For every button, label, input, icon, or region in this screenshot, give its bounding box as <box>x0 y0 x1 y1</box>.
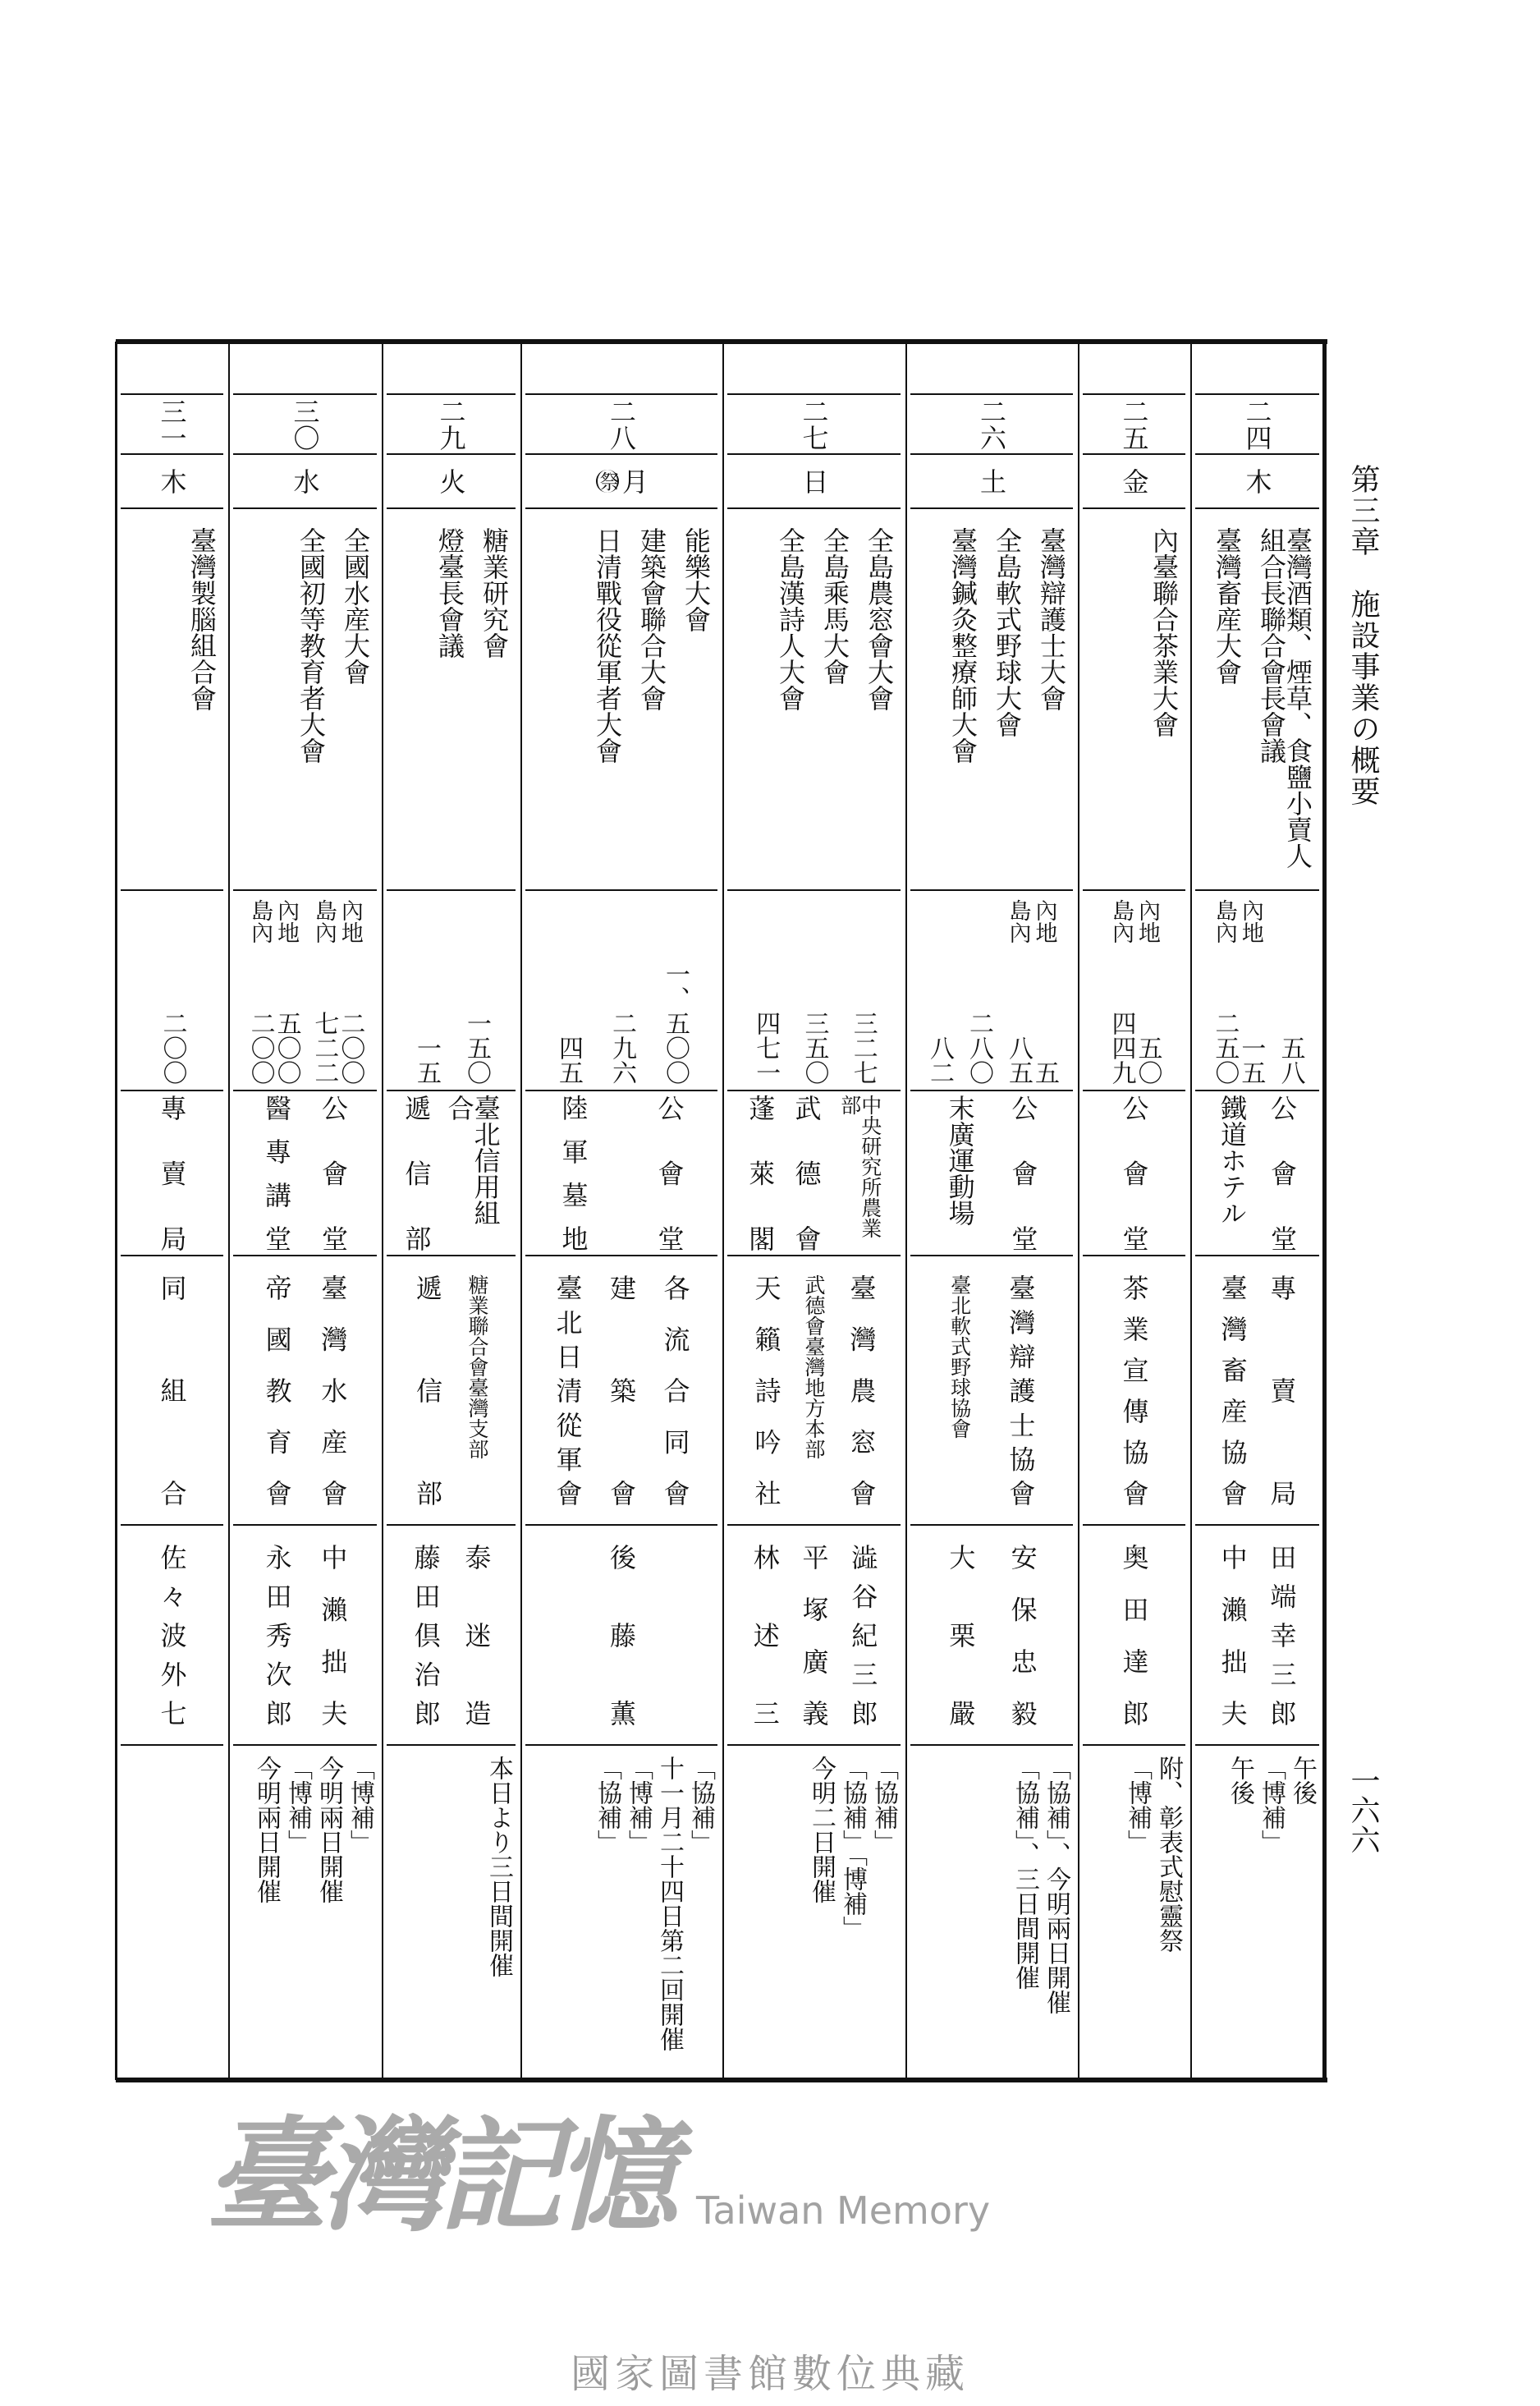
date-label: 二七 <box>798 397 830 451</box>
date-label: 二六 <box>976 397 1007 451</box>
person-in-charge: 平塚廣義 <box>798 1544 830 1726</box>
weekday <box>798 468 830 494</box>
venue: 公會堂 <box>1007 1095 1039 1251</box>
attendance-value: 二五〇 <box>1210 1011 1240 1085</box>
organizer: 臺北日清從軍會 <box>552 1274 584 1506</box>
person-in-charge: 後藤薫 <box>606 1544 637 1726</box>
attendance-subgroup <box>274 899 299 1085</box>
attendance-value: 四五 <box>554 1035 583 1085</box>
date-cell <box>117 395 227 453</box>
organizer: 臺灣農窓會 <box>846 1274 878 1506</box>
table-top-rule <box>116 339 1327 344</box>
event-name: 糖業研究會 <box>479 527 510 659</box>
weekday-label: 火 <box>435 468 467 494</box>
watermark-main: 臺灣記憶 <box>205 2104 672 2248</box>
date-label: 二五 <box>1118 397 1150 451</box>
attendance-count <box>1278 899 1303 1085</box>
remarks-cell <box>522 1746 721 2079</box>
person-in-charge-cell <box>724 1526 904 1744</box>
chapter-heading: 第三章 施設事業の概要 <box>1346 464 1380 807</box>
person-in-charge: 中瀨拙夫 <box>317 1544 349 1726</box>
attendance-cell <box>907 891 1076 1090</box>
event-name: 全島農窓會大會 <box>864 527 895 711</box>
weekday-cell <box>230 455 380 507</box>
weekday <box>289 468 321 494</box>
organizer: 帝國教育會 <box>261 1274 293 1506</box>
origin-label: 島內 <box>1211 899 1237 944</box>
remark: 「協補」 <box>869 1756 898 1854</box>
venue: 專賣局 <box>156 1095 188 1251</box>
attendance-cell <box>522 891 721 1090</box>
event-name: 臺灣畜産大會 <box>1212 527 1243 685</box>
event-name: 燈臺長會議 <box>434 527 465 659</box>
date-label: 二九 <box>435 397 467 451</box>
attendance-value: 四七一 <box>751 1011 781 1085</box>
venue: 公會堂 <box>1267 1095 1298 1251</box>
remark: 今明二日開催 <box>807 1756 836 1903</box>
weekday-cell <box>383 455 519 507</box>
date-cell <box>230 395 380 453</box>
watermark-logo <box>205 2104 991 2248</box>
events-cell <box>117 509 227 889</box>
remark: 十一月二十四日第二回開催 <box>655 1756 684 2051</box>
organizer: 茶業宣傳協會 <box>1118 1274 1150 1506</box>
attendance-value: 二九六 <box>607 1011 636 1085</box>
event-name: 全國初等教育者大會 <box>296 527 327 764</box>
attendance-breakdown <box>1004 899 1059 1085</box>
date-cell <box>724 395 904 453</box>
attendance-subgroup <box>1004 899 1033 1085</box>
remark: 今明兩日開催 <box>252 1756 281 1903</box>
remark: 「博補」 <box>1123 1756 1152 1854</box>
weekday-label: 日 <box>798 468 830 494</box>
organizer-cell <box>230 1256 380 1524</box>
remarks-cell <box>1079 1746 1189 2079</box>
organizer: 各流合同會 <box>659 1274 691 1506</box>
weekday <box>156 468 188 494</box>
events-cell <box>522 509 721 889</box>
remark: 「協補」、今明兩日開催 <box>1042 1756 1070 2014</box>
attendance-count <box>966 899 991 1085</box>
event-name: 全島漢詩人大會 <box>775 527 806 711</box>
remarks-cell <box>907 1746 1076 2079</box>
event-name: 全島軟式野球大會 <box>992 527 1023 737</box>
venue-cell <box>1192 1091 1322 1255</box>
remarks-cell <box>383 1746 519 2079</box>
event-name: 全國水産大會 <box>340 527 371 685</box>
attendance-value: 二〇〇 <box>245 1011 275 1085</box>
event-name: 內臺聯合茶業大會 <box>1148 527 1180 737</box>
remarks-cell <box>1192 1746 1322 2079</box>
attendance-count <box>412 899 441 1085</box>
venue: 醫專講堂 <box>261 1095 292 1251</box>
organizer: 專賣局 <box>1266 1274 1298 1506</box>
venue: 公會堂 <box>318 1095 349 1251</box>
attendance-cell <box>1192 891 1322 1090</box>
weekday-label: 土 <box>976 468 1007 494</box>
attendance-count <box>925 899 954 1085</box>
attendance-value: 三二七 <box>848 1011 878 1085</box>
date-label: 三〇 <box>289 397 321 451</box>
weekday-label: 木 <box>1241 468 1273 494</box>
attendance-breakdown <box>309 899 365 1085</box>
origin-label: 內地 <box>273 899 300 944</box>
remark: 「協補」「博補」 <box>838 1756 867 1940</box>
attendance-value: 一五 <box>1236 1035 1266 1085</box>
event-name: 臺灣鍼灸整療師大會 <box>947 527 979 764</box>
table-right-rule <box>1322 342 1327 2080</box>
attendance-cell <box>724 891 904 1090</box>
event-name: 能樂大會 <box>681 527 712 632</box>
person-in-charge-cell <box>230 1526 380 1744</box>
event-name: 臺灣辯護士大會 <box>1036 527 1067 711</box>
organizer: 遞信部 <box>412 1274 443 1506</box>
organizer-cell <box>522 1256 721 1524</box>
watermark-sub: Taiwan Memory <box>696 2188 991 2233</box>
venue-cell <box>117 1091 227 1255</box>
person-in-charge: 田端幸三郎 <box>1266 1544 1298 1726</box>
attendance-count <box>751 899 781 1085</box>
remark: 「協補」、三日間開催 <box>1011 1756 1039 1990</box>
attendance-subgroup <box>1236 899 1266 1085</box>
venue: 遞信部 <box>401 1095 433 1251</box>
attendance-value: 五〇 <box>1133 1035 1162 1085</box>
events-cell <box>383 509 519 889</box>
events-cell <box>1079 509 1189 889</box>
organizer: 臺灣辯護士協會 <box>1005 1274 1037 1506</box>
attendance-cell <box>230 891 380 1090</box>
date-cell <box>1079 395 1189 453</box>
person-in-charge-cell <box>1192 1526 1322 1744</box>
person-in-charge-cell <box>117 1526 227 1744</box>
remarks-cell <box>724 1746 904 2079</box>
attendance-cell <box>117 891 227 1090</box>
weekday-cell <box>1192 455 1322 507</box>
remark: 「協補」 <box>686 1756 715 1854</box>
weekday <box>596 468 647 494</box>
attendance-value: 五八 <box>1276 1035 1305 1085</box>
origin-label: 內地 <box>1237 899 1263 944</box>
date-cell <box>907 395 1076 453</box>
weekday-cell <box>907 455 1076 507</box>
attendance-count <box>848 899 878 1085</box>
person-in-charge: 林述三 <box>749 1544 781 1726</box>
venue-cell <box>724 1091 904 1255</box>
remark: 「協補」 <box>593 1756 621 1854</box>
remark: 「博補」 <box>283 1756 312 1854</box>
organizer: 臺灣水産會 <box>317 1274 349 1506</box>
remark: 本日より三日間開催 <box>484 1756 513 1977</box>
attendance-subgroup <box>1030 899 1059 1085</box>
organizer-cell <box>1079 1256 1189 1524</box>
attendance-subgroup <box>336 899 365 1085</box>
weekday-cell <box>1079 455 1189 507</box>
attendance-count <box>462 899 491 1085</box>
person-in-charge: 佐々波外七 <box>156 1544 188 1726</box>
organizer: 武德會臺灣地方本部 <box>802 1274 826 1459</box>
weekday <box>435 468 467 494</box>
person-in-charge: 泰迷造 <box>461 1544 493 1726</box>
organizer-cell <box>1192 1256 1322 1524</box>
weekday-cell <box>724 455 904 507</box>
attendance-value: 八五 <box>1004 1035 1033 1085</box>
attendance-count <box>554 899 583 1085</box>
event-name: 全島乘馬大會 <box>819 527 850 685</box>
venue: 蓬萊閣 <box>745 1095 777 1251</box>
page-number: 一六六 <box>1346 1765 1380 1854</box>
organizer-cell <box>383 1256 519 1524</box>
attendance-count <box>160 899 185 1085</box>
venue-cell <box>230 1091 380 1255</box>
date-label: 二四 <box>1241 397 1273 451</box>
person-in-charge: 澁谷紀三郎 <box>847 1544 879 1726</box>
weekday <box>976 468 1007 494</box>
footer-credit: 國家圖書館數位典藏 <box>570 2351 969 2397</box>
person-in-charge-cell <box>522 1526 721 1744</box>
attendance-value: 四四九 <box>1107 1011 1136 1085</box>
events-cell <box>230 509 380 889</box>
date-cell <box>1192 395 1322 453</box>
attendance-value: 一、五〇〇 <box>661 962 690 1085</box>
date-cell <box>522 395 721 453</box>
remark: 午後 <box>1288 1756 1317 1805</box>
person-in-charge: 永田秀次郎 <box>261 1544 293 1726</box>
attendance-value: 二〇〇 <box>336 1011 365 1085</box>
venue: 公會堂 <box>1118 1095 1150 1251</box>
attendance-value: 二〇〇 <box>158 1011 187 1085</box>
organizer-cell <box>724 1256 904 1524</box>
attendance-value: 八二 <box>925 1035 954 1085</box>
origin-label: 島內 <box>310 899 337 944</box>
attendance-breakdown <box>245 899 301 1085</box>
person-in-charge-cell <box>1079 1526 1189 1744</box>
date-label: 三一 <box>156 397 188 451</box>
weekday-cell <box>117 455 227 507</box>
person-in-charge: 安保忠毅 <box>1006 1544 1038 1726</box>
attendance-count <box>609 899 634 1085</box>
origin-label: 島內 <box>1108 899 1134 944</box>
venue: 公會堂 <box>653 1095 685 1251</box>
origin-label: 內地 <box>337 899 363 944</box>
venue: 鐵道ホテル <box>1217 1095 1248 1226</box>
events-cell <box>907 509 1076 889</box>
remarks-cell <box>230 1746 380 2079</box>
person-in-charge: 大栗嚴 <box>945 1544 977 1726</box>
remark: 今明兩日開催 <box>314 1756 343 1903</box>
remark: 「博補」 <box>1257 1756 1286 1854</box>
venue: 中央研究所農業部 <box>837 1095 882 1238</box>
origin-label: 島內 <box>247 899 273 944</box>
organizer: 同組合 <box>156 1274 188 1506</box>
attendance-value: 二八〇 <box>965 1011 993 1085</box>
weekday <box>1118 468 1150 494</box>
venue: 臺北信用組合 <box>443 1095 502 1226</box>
person-in-charge: 中瀨拙夫 <box>1217 1544 1249 1726</box>
date-label: 二八 <box>606 397 637 451</box>
attendance-cell <box>383 891 519 1090</box>
origin-label: 內地 <box>1031 899 1057 944</box>
venue-cell <box>907 1091 1076 1255</box>
attendance-value: 五 <box>1030 1060 1059 1085</box>
attendance-cell <box>1079 891 1189 1090</box>
venue-cell <box>1079 1091 1189 1255</box>
attendance-value: 一五 <box>412 1035 441 1085</box>
holiday-mark: 祭 <box>596 471 619 491</box>
weekday-label: 水 <box>289 468 321 494</box>
attendance-breakdown <box>1109 899 1160 1085</box>
event-name: 日清戰役從軍者大會 <box>592 527 623 764</box>
venue-cell <box>522 1091 721 1255</box>
attendance-value: 七二二 <box>309 1011 339 1085</box>
organizer: 天籟詩吟社 <box>750 1274 782 1506</box>
attendance-subgroup <box>1109 899 1134 1085</box>
attendance-subgroup <box>309 899 339 1085</box>
organizer-cell <box>117 1256 227 1524</box>
attendance-subgroup <box>1210 899 1240 1085</box>
weekday-label: 木 <box>156 468 188 494</box>
event-name: 建築會聯合大會 <box>636 527 667 711</box>
venue-cell <box>383 1091 519 1255</box>
person-in-charge-cell <box>383 1526 519 1744</box>
remark: 「博補」 <box>346 1756 374 1854</box>
venue: 陸軍墓地 <box>557 1095 589 1251</box>
venue: 武德會 <box>791 1095 823 1251</box>
attendance-subgroup <box>1135 899 1160 1085</box>
attendance-count <box>802 899 827 1085</box>
person-in-charge: 奥田達郎 <box>1118 1544 1150 1726</box>
organizer: 臺北軟式野球協會 <box>947 1274 972 1439</box>
events-cell <box>724 509 904 889</box>
remark: 「博補」 <box>624 1756 653 1854</box>
weekday-label: 月 <box>618 468 649 494</box>
organizer-cell <box>907 1256 1076 1524</box>
events-cell <box>1192 509 1322 889</box>
weekday-label: 金 <box>1118 468 1150 494</box>
weekday-cell <box>522 455 721 507</box>
attendance-value: 三五〇 <box>800 1011 829 1085</box>
person-in-charge: 藤田倶治郎 <box>410 1544 442 1726</box>
attendance-count <box>661 899 690 1085</box>
person-in-charge-cell <box>907 1526 1076 1744</box>
attendance-breakdown <box>1210 899 1266 1085</box>
attendance-value: 一五〇 <box>462 1011 491 1085</box>
organizer: 建築會 <box>606 1274 637 1506</box>
origin-label: 島內 <box>1005 899 1031 944</box>
date-cell <box>383 395 519 453</box>
weekday <box>1241 468 1273 494</box>
organizer: 臺灣畜産協會 <box>1217 1274 1249 1506</box>
venue: 末廣運動場 <box>944 1095 976 1226</box>
organizer: 糖業聯合會臺灣支部 <box>465 1274 489 1459</box>
event-name: 臺灣製腦組合會 <box>186 527 218 711</box>
attendance-subgroup <box>245 899 275 1085</box>
attendance-value: 五〇〇 <box>272 1011 301 1085</box>
remark: 附、彰表式慰靈祭 <box>1154 1756 1183 1953</box>
origin-label: 內地 <box>1134 899 1160 944</box>
remark: 午後 <box>1226 1756 1254 1805</box>
event-name: 臺灣酒類、煙草、食鹽小賣人組合長聯合會長會議 <box>1256 527 1313 869</box>
remarks-cell <box>117 1746 227 2079</box>
